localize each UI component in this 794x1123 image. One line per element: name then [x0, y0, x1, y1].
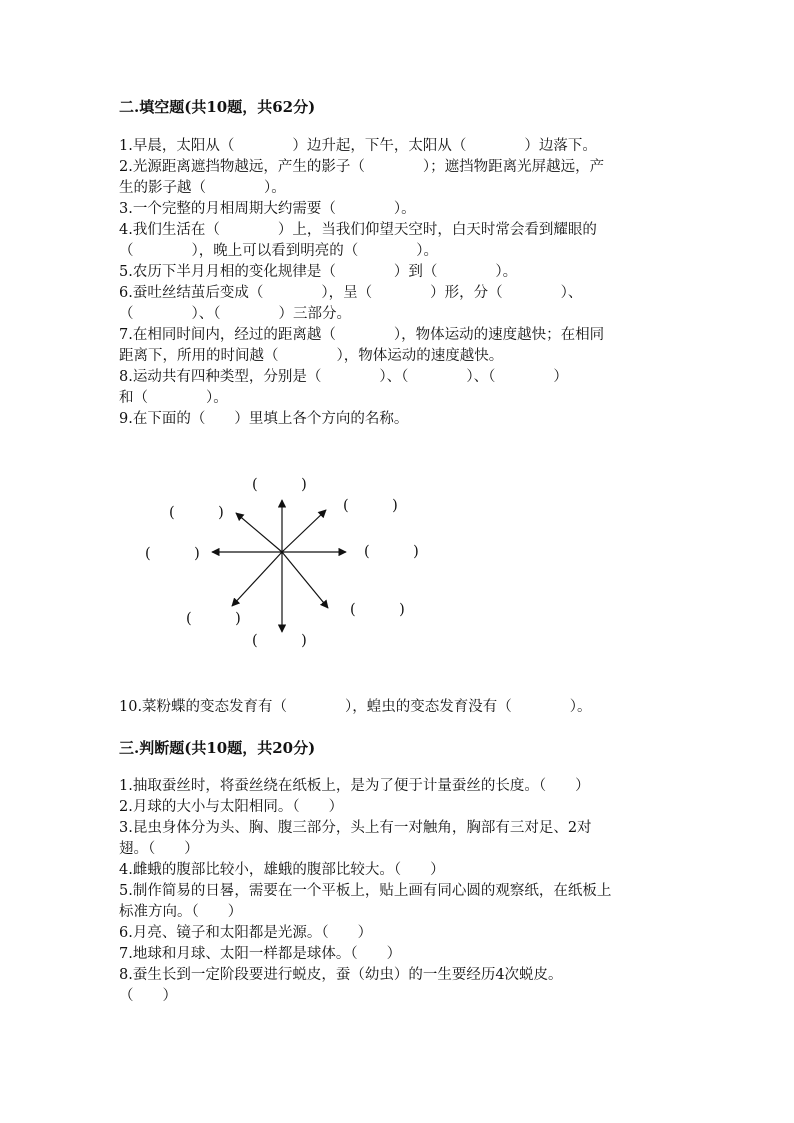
northwest-blank: ( ) [169, 505, 224, 521]
judge-line: 4.雌蛾的腹部比较小，雄蛾的腹部比较大。（ ） [119, 862, 445, 878]
northwest-arrow [236, 513, 282, 552]
fill-line: 6.蚕吐丝结茧后变成（ ），呈（ ）形，分（ ）、 [119, 285, 583, 301]
judge-line: 5.制作简易的日晷，需要在一个平板上，贴上画有同心圆的观察纸，在纸板上 [119, 883, 612, 899]
fill-line: 和（ ）。 [119, 390, 228, 406]
judge-line: 6.月亮、镜子和太阳都是光源。（ ） [119, 925, 373, 941]
fill-section-title: 二.填空题(共10题，共62分) [119, 98, 316, 116]
fill-line: 5.农历下半月月相的变化规律是（ ）到（ ）。 [119, 264, 518, 280]
southeast-arrow [282, 552, 328, 608]
southwest-arrow [232, 552, 282, 606]
fill-line: （ ）、（ ）三部分。 [119, 306, 351, 322]
west-blank: ( ) [145, 546, 200, 562]
northeast-blank: ( ) [343, 498, 398, 514]
fill-line: 3.一个完整的月相周期大约需要（ ）。 [119, 201, 416, 217]
fill-line: 生的影子越（ ）。 [119, 180, 286, 196]
judge-line: 1.抽取蚕丝时，将蚕丝绕在纸板上，是为了便于计量蚕丝的长度。（ ） [119, 778, 590, 794]
fill-line: （ ），晚上可以看到明亮的（ ）。 [119, 243, 438, 259]
judge-line: 2.月球的大小与太阳相同。（ ） [119, 799, 344, 815]
east-blank: ( ) [364, 544, 419, 560]
judge-line: 3.昆虫身体分为头、胸、腹三部分，头上有一对触角，胸部有三对足、2对 [119, 820, 592, 836]
judge-line: 翅。（ ） [119, 841, 199, 857]
fill-line: 2.光源距离遮挡物越远，产生的影子（ ）；遮挡物距离光屏越远，产 [119, 159, 605, 175]
southwest-blank: ( ) [186, 611, 241, 627]
northeast-arrow [282, 510, 326, 552]
fill-line: 8.运动共有四种类型，分别是（ ）、（ ）、（ ） [119, 369, 568, 385]
judge-line: （ ） [119, 988, 177, 1004]
fill-line: 9.在下面的（ ）里填上各个方向的名称。 [119, 411, 409, 427]
north-blank: ( ) [252, 477, 307, 493]
fill-line: 1.早晨，太阳从（ ）边升起，下午，太阳从（ ）边落下。 [119, 138, 597, 154]
south-blank: ( ) [252, 633, 307, 649]
fill-line: 7.在相同时间内，经过的距离越（ ），物体运动的速度越快；在相同 [119, 327, 605, 343]
judge-line: 7.地球和月球、太阳一样都是球体。（ ） [119, 946, 402, 962]
fill-line: 距离下，所用的时间越（ ），物体运动的速度越快。 [119, 348, 504, 364]
judge-line: 8.蚕生长到一定阶段要进行蜕皮，蚕（幼虫）的一生要经历4次蜕皮。 [119, 967, 563, 983]
fill-line-q10: 10.菜粉蝶的变态发育有（ ），蝗虫的变态发育没有（ ）。 [119, 699, 592, 715]
fill-line: 4.我们生活在（ ）上，当我们仰望天空时，白天时常会看到耀眼的 [119, 222, 597, 238]
judge-line: 标准方向。（ ） [119, 904, 243, 920]
southeast-blank: ( ) [350, 602, 405, 618]
judge-section-title: 三.判断题(共10题，共20分) [119, 739, 316, 757]
